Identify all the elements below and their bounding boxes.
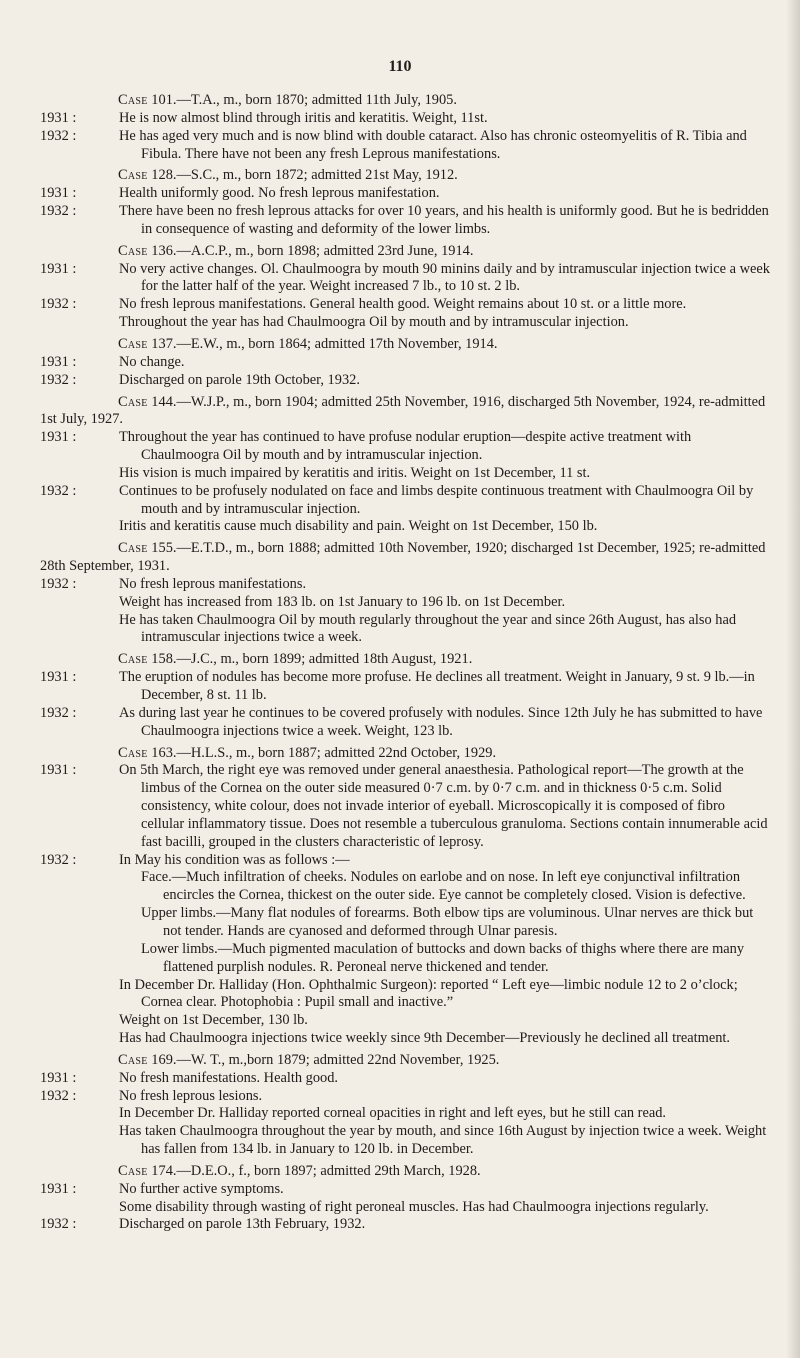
entry-body — [119, 296, 770, 332]
entry-body — [119, 185, 770, 203]
year-entry — [40, 669, 770, 705]
entry-paragraph: His vision is much impaired by keratitis and iritis. Weight on 1st December, 11 st. — [119, 464, 591, 481]
case-heading-text: Case 169.—W. T., m.,born 1879; admitted 22nd November, 1925. — [118, 1051, 500, 1068]
entry-year: 1931 : — [40, 1069, 77, 1086]
case-label: Case — [118, 393, 148, 410]
entry-body — [119, 1181, 770, 1217]
case-heading — [40, 394, 770, 430]
case-label: Case — [118, 1051, 148, 1068]
case-label: Case — [118, 1162, 148, 1179]
year-entry — [40, 354, 770, 372]
entry-paragraph: In December Dr. Halliday reported corneal opacities in right and left eyes, but he still can read. — [119, 1105, 667, 1122]
year-entry — [40, 1216, 770, 1234]
case-heading-text: Case 136.—A.C.P., m., born 1898; admitted 23rd June, 1914. — [118, 242, 474, 259]
entry-body — [119, 110, 770, 128]
entry-paragraph: Lower limbs.—Much pigmented maculation of buttocks and down backs of thighs where there are many flattened purplish nodules. R. Peroneal nerve thickened and tender. — [141, 940, 745, 975]
entry-paragraph: Discharged on parole 13th February, 1932. — [119, 1216, 366, 1233]
entry-year: 1931 : — [40, 109, 77, 126]
year-entry — [40, 1070, 770, 1088]
entry-body — [119, 1216, 770, 1234]
entry-year: 1932 : — [40, 851, 77, 868]
entry-body — [119, 1088, 770, 1159]
entry-year: 1932 : — [40, 1087, 77, 1104]
year-entry — [40, 576, 770, 647]
entry-year: 1931 : — [40, 429, 77, 446]
year-entry — [40, 110, 770, 128]
entry-body — [119, 483, 770, 537]
entry-paragraph: No further active symptoms. — [119, 1180, 284, 1197]
year-entry — [40, 762, 770, 851]
entry-paragraph: In May his condition was as follows :— — [119, 851, 350, 868]
entry-paragraph: Has had Chaulmoogra injections twice weekly since 9th December—Previously he declined all treatment. — [119, 1030, 731, 1047]
entry-year: 1932 : — [40, 127, 77, 144]
entry-body — [119, 1070, 770, 1088]
case-heading — [40, 243, 770, 261]
entry-paragraph: Throughout the year has had Chaulmoogra Oil by mouth and by intramuscular injection. — [119, 314, 629, 331]
entry-year: 1932 : — [40, 296, 77, 313]
year-entry — [40, 128, 770, 164]
entry-paragraph: On 5th March, the right eye was removed under general anaesthesia. Pathological report—The growth at the limbus of the Cornea on the outer side measured 0·7 c.m. by 0·7 c.m. and in thickness 0·5 c.m. Solid consistency, white colour, does not invade interior of eyeball. Microscopically it is composed of fibro cellular inflammatory tissue. Does not resemble a tuberculous granuloma. Sections contain innumerable acid fast bacilli, grouped in the clusters characteristic of leprosy. — [119, 762, 768, 850]
entry-body — [119, 354, 770, 372]
entry-paragraph: No fresh manifestations. Health good. — [119, 1069, 339, 1086]
page-number: 110 — [388, 58, 412, 75]
year-entry — [40, 203, 770, 239]
entry-paragraph: Some disability through wasting of right peroneal muscles. Has had Chaulmoogra injections regularly. — [119, 1198, 709, 1215]
entry-year: 1931 : — [40, 260, 77, 277]
entry-paragraph: The eruption of nodules has become more profuse. He declines all treatment. Weight in January, 9 st. 9 lb.—in December, 8 st. 11 lb. — [119, 669, 755, 703]
year-entry — [40, 429, 770, 483]
entry-paragraph: Throughout the year has continued to have profuse nodular eruption—despite active treatment with Chaulmoogra Oil by mouth and by intramuscular injection. — [119, 429, 692, 464]
case-label: Case — [118, 167, 148, 184]
entry-paragraph: There have been no fresh leprous attacks for over 10 years, and his health is uniformly good. But he is bedridden in consequence of wasting and deformity of the lower limbs. — [119, 203, 769, 237]
case-heading-text: Case 174.—D.E.O., f., born 1897; admitted 29th March, 1928. — [118, 1162, 481, 1179]
case-heading-text: Case 155.—E.T.D., m., born 1888; admitted 10th November, 1920; discharged 1st December, 1925; re-admitted 28th September, 1931. — [40, 540, 766, 575]
case-label: Case — [118, 651, 148, 668]
entry-paragraph: Weight on 1st December, 130 lb. — [119, 1012, 308, 1029]
entry-year: 1931 : — [40, 1180, 77, 1197]
entry-year: 1932 : — [40, 371, 77, 388]
case-heading-text: Case 163.—H.L.S., m., born 1887; admitted 22nd October, 1929. — [118, 744, 497, 761]
entry-body — [119, 852, 770, 1048]
case-heading — [40, 745, 770, 763]
entry-paragraph: In December Dr. Halliday (Hon. Ophthalmic Surgeon): reported “ Left eye—limbic nodule 12 to 2 o’clock; Cornea clear. Photophobia : Pupil small and inactive.” — [119, 976, 738, 1011]
entry-paragraph: He is now almost blind through iritis and keratitis. Weight, 11st. — [119, 109, 488, 126]
case-heading — [40, 336, 770, 354]
case-label: Case — [118, 540, 148, 557]
entry-paragraph: As during last year he continues to be covered profusely with nodules. Since 12th July he has submitted to have Chaulmoogra injections twice a week. Weight, 123 lb. — [119, 704, 763, 739]
entry-body — [119, 705, 770, 741]
year-entry — [40, 261, 770, 297]
entry-body — [119, 372, 770, 390]
entry-year: 1932 : — [40, 575, 77, 592]
case-heading-text: Case 137.—E.W., m., born 1864; admitted 17th November, 1914. — [118, 335, 498, 352]
year-entry — [40, 1088, 770, 1159]
entry-year: 1931 : — [40, 762, 77, 779]
entry-body — [119, 261, 770, 297]
year-entry — [40, 852, 770, 1048]
entry-body — [119, 429, 770, 483]
entry-year: 1931 : — [40, 669, 77, 686]
case-label: Case — [118, 335, 148, 352]
case-heading — [40, 92, 770, 110]
case-heading-text: Case 144.—W.J.P., m., born 1904; admitted 25th November, 1916, discharged 5th November, 1924, re-admitted 1st July, 1927. — [40, 393, 766, 428]
entry-body — [119, 203, 770, 239]
entry-year: 1931 : — [40, 353, 77, 370]
entry-paragraph: No fresh leprous manifestations. — [119, 575, 307, 592]
case-heading — [40, 540, 770, 576]
case-heading — [40, 1163, 770, 1181]
entry-paragraph: Face.—Much infiltration of cheeks. Nodules on earlobe and on nose. In left eye conjunctival infiltration encircles the Cornea, thickest on the outer side. Eye cannot be completely closed. Vision is defective. — [141, 869, 746, 904]
entry-paragraph: No fresh leprous manifestations. General health good. Weight remains about 10 st. or a little more. — [119, 296, 687, 313]
entry-year: 1932 : — [40, 704, 77, 721]
year-entry — [40, 296, 770, 332]
case-heading — [40, 167, 770, 185]
entry-paragraph: No change. — [119, 353, 185, 370]
year-entry — [40, 1181, 770, 1217]
entry-paragraph: Health uniformly good. No fresh leprous manifestation. — [119, 185, 440, 202]
entry-body — [119, 762, 770, 851]
entry-year: 1932 : — [40, 203, 77, 220]
case-heading-text: Case 158.—J.C., m., born 1899; admitted 18th August, 1921. — [118, 651, 473, 668]
case-heading-text: Case 128.—S.C., m., born 1872; admitted 21st May, 1912. — [118, 167, 458, 184]
entry-paragraph: Continues to be profusely nodulated on face and limbs despite continuous treatment with Chaulmoogra Oil by mouth and by intramuscular injection. — [119, 482, 754, 517]
case-label: Case — [118, 92, 148, 108]
case-label: Case — [118, 242, 148, 259]
entry-year: 1932 : — [40, 1216, 77, 1233]
case-notes — [40, 92, 770, 1234]
case-label: Case — [118, 744, 148, 761]
entry-paragraph: He has taken Chaulmoogra Oil by mouth regularly throughout the year and since 26th August, has also had intramuscular injections twice a week. — [119, 611, 737, 646]
entry-body — [119, 576, 770, 647]
case-heading — [40, 1052, 770, 1070]
entry-paragraph: No very active changes. Ol. Chaulmoogra by mouth 90 minins daily and by intramuscular injection twice a week for the latter half of the year. Weight increased 7 lb., to 10 st. 2 lb. — [119, 260, 771, 295]
entry-paragraph: Discharged on parole 19th October, 1932. — [119, 371, 360, 388]
entry-year: 1931 : — [40, 185, 77, 202]
entry-body — [119, 128, 770, 164]
case-heading — [40, 651, 770, 669]
entry-year: 1932 : — [40, 482, 77, 499]
entry-body — [119, 669, 770, 705]
year-entry — [40, 372, 770, 390]
entry-paragraph: Weight has increased from 183 lb. on 1st January to 196 lb. on 1st December. — [119, 593, 566, 610]
year-entry — [40, 705, 770, 741]
year-entry — [40, 483, 770, 537]
case-heading-text: Case 101.—T.A., m., born 1870; admitted 11th July, 1905. — [118, 92, 457, 108]
entry-paragraph: Iritis and keratitis cause much disability and pain. Weight on 1st December, 150 lb. — [119, 518, 598, 535]
year-entry — [40, 185, 770, 203]
entry-paragraph: No fresh leprous lesions. — [119, 1087, 263, 1104]
entry-paragraph: Has taken Chaulmoogra throughout the year by mouth, and since 16th August by injection twice a week. Weight has fallen from 134 lb. in January to 120 lb. in December. — [119, 1123, 767, 1158]
page-edge-shadow — [786, 0, 800, 1358]
entry-paragraph: He has aged very much and is now blind with double cataract. Also has chronic osteomyelitis of R. Tibia and Fibula. There have not been any fresh Leprous manifestations. — [119, 127, 747, 162]
entry-paragraph: Upper limbs.—Many flat nodules of forearms. Both elbow tips are voluminous. Ulnar nerves are thick but not tender. Hands are cyanosed and deformed through Ulnar paresis. — [141, 905, 754, 939]
